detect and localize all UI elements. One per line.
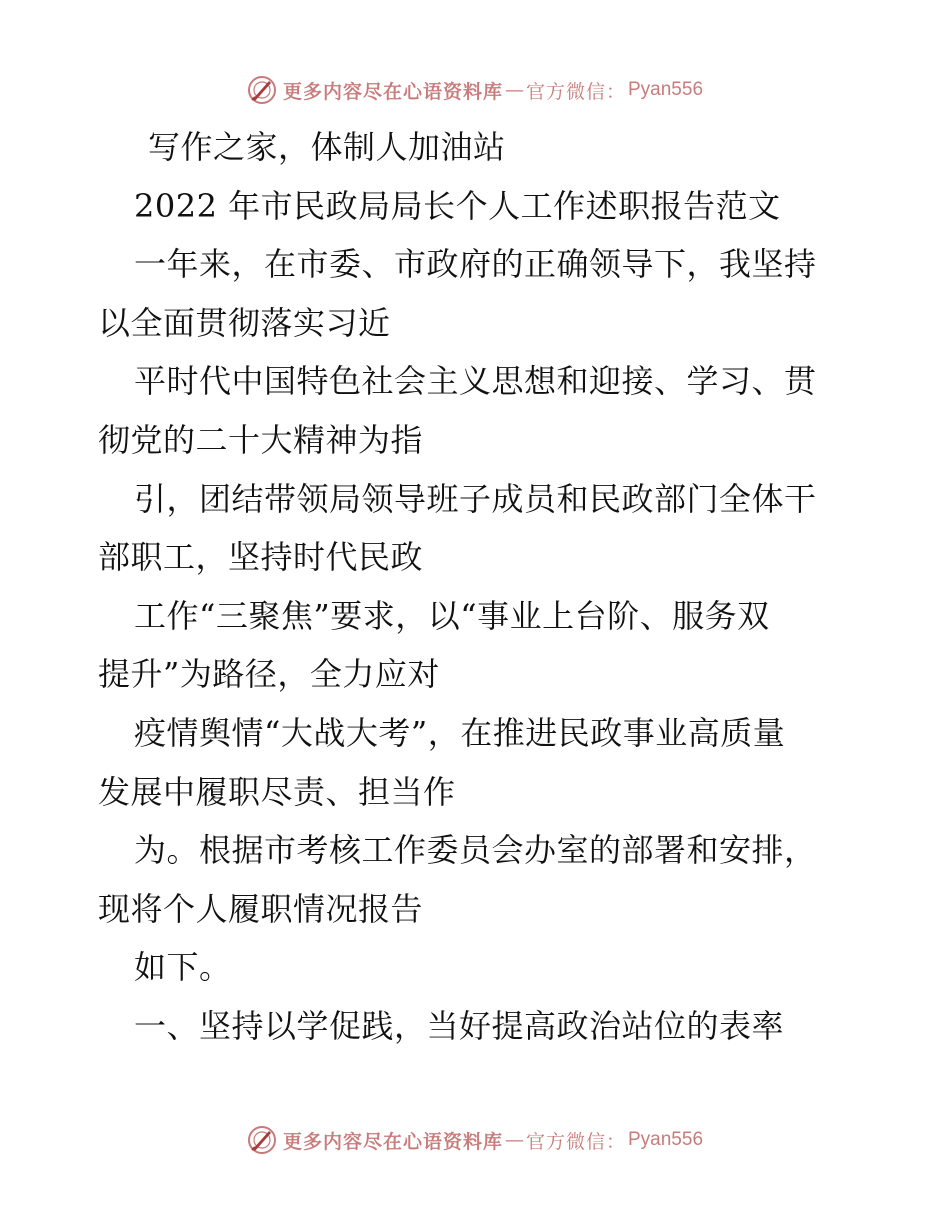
banner-main-text: 更多内容尽在心语资料库 (282, 80, 503, 103)
banner-sub-text: 官方微信： (525, 1130, 626, 1153)
doc-line: 为。根据市考核工作委员会办室的部署和安排， (134, 831, 817, 870)
doc-line: 疫情舆情“大战大考”，在推进民政事业高质量 (134, 713, 786, 752)
banner-separator: — (504, 79, 524, 101)
doc-line: 如下。 (134, 948, 232, 987)
doc-line: 发展中履职尽责、担当作 (98, 772, 456, 811)
banner-sub-text: 官方微信： (525, 80, 626, 103)
doc-line: 以全面贯彻落实习近 (98, 303, 391, 342)
doc-line: 平时代中国特色社会主义思想和迎接、学习、贯 (134, 362, 817, 401)
doc-line: 提升”为路径，全力应对 (98, 655, 440, 694)
quill-logo-icon (247, 75, 277, 105)
doc-line-title: 2022 年市民政局局长个人工作述职报告范文 (134, 186, 781, 225)
banner-main-text: 更多内容尽在心语资料库 (282, 1130, 503, 1153)
footer-banner (0, 1118, 950, 1162)
document-body (98, 118, 858, 1056)
banner-separator: — (504, 1129, 524, 1151)
doc-line-site-name: 写作之家，体制人加油站 (148, 128, 506, 166)
doc-line: 现将个人履职情况报告 (98, 889, 424, 928)
header-banner (0, 68, 950, 112)
quill-logo-icon (247, 1125, 277, 1155)
doc-line: 彻党的二十大精神为指 (98, 420, 424, 459)
doc-line: 引，团结带领局领导班子成员和民政部门全体干 (134, 479, 817, 518)
doc-line: 一年来，在市委、市政府的正确领导下，我坚持 (134, 245, 817, 284)
doc-line: 部职工，坚持时代民政 (98, 538, 424, 577)
doc-line-section-heading: 一、坚持以学促践，当好提高政治站位的表率 (134, 1006, 785, 1045)
doc-line: 工作“三聚焦”要求，以“事业上台阶、服务双 (134, 596, 770, 635)
banner-wechat-id: Pyan556 (628, 79, 704, 100)
banner-wechat-id: Pyan556 (628, 1129, 704, 1150)
